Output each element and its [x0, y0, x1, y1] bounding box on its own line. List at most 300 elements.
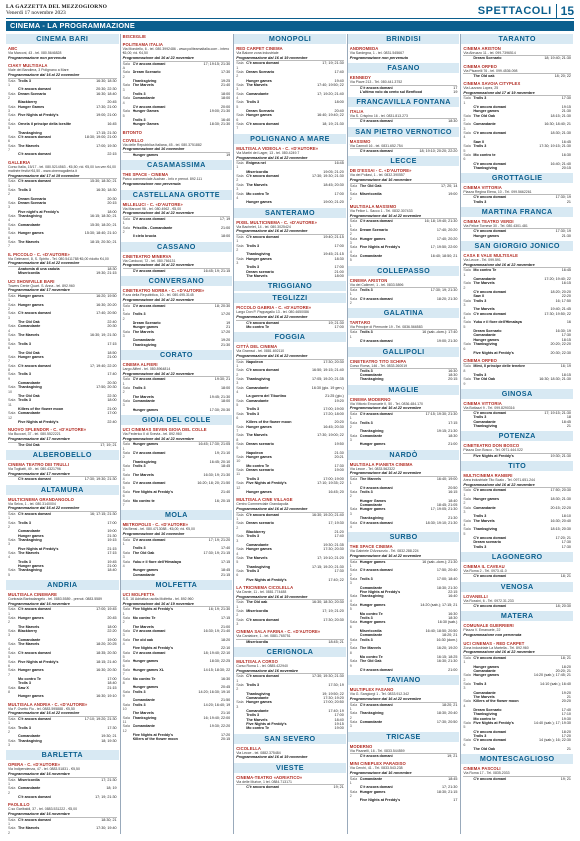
screen-label: Sala 5 [349, 254, 358, 263]
cinema-address: Via Lazzaro Lopez, 25 [463, 86, 499, 91]
showtime-row [236, 490, 344, 494]
screen-label [350, 798, 360, 802]
showtime-row [350, 720, 458, 729]
showtimes: 19:30; 21:35 [323, 542, 344, 547]
showtimes: 17:40; 19:50; 22 [317, 83, 344, 88]
programming-period: Programmazione non pervenuta [8, 55, 67, 60]
screen-label: Sala 6 [236, 113, 244, 122]
programming-period: Programmazione dal 16 novembre [8, 772, 70, 777]
cinema-listing [236, 659, 344, 731]
cinema-listing [8, 592, 117, 699]
screen-label [8, 443, 18, 447]
city-header: ALBEROBELLO [6, 450, 119, 460]
screen-label: Sala 3 [236, 256, 244, 265]
showtimes: 21:30 [334, 450, 344, 455]
city-header: SAN PIETRO VERNOTICO [348, 127, 460, 137]
showtimes: 18; 19:40; 22:10 [203, 650, 231, 655]
cinema-name: UCI SHOWVILLE BARI [8, 278, 55, 284]
showtime-row [350, 288, 458, 297]
film-title: Comandante [473, 277, 496, 281]
showtimes: 21:15 [107, 685, 117, 690]
cinema-address: Via Cantatore, 1 - tel. 0881.765751 [236, 634, 291, 639]
showtimes: 18:30; 21:30 [550, 131, 571, 136]
cinema-listing [463, 46, 571, 61]
showtimes: 14:20 (sab.); 17:15; 21 [420, 602, 458, 607]
cinema-name: MULTICINEMA GRANDANGOLO [8, 496, 75, 502]
screen-label: Sala 7 [236, 424, 244, 434]
screen-label: Sala 6 [463, 342, 471, 351]
showtime-row [8, 105, 117, 114]
showtime-row [123, 481, 231, 490]
showtimes: 14:40 (sab.); 17; 19:30 [533, 720, 571, 725]
showtimes: 18; 19:40; 21:30 [544, 56, 571, 61]
showtimes: 21:40 [220, 490, 231, 495]
showtime-row [236, 578, 344, 582]
showtime-row [8, 294, 117, 303]
programming-period: Programmazione dal 16 novembre [349, 771, 412, 776]
showtimes: 18:00 [220, 234, 231, 239]
film-title: C'è ancora domani [132, 628, 166, 633]
film-title: Comandante [473, 122, 496, 127]
cinema-name: MILLELUCI - C. «D'AUTORE» [122, 201, 183, 207]
cinema-name: OPERA - C. «D'AUTORE» [8, 762, 61, 768]
film-title: Five Nights at Freddy's [473, 453, 514, 458]
film-title: C'è ancora domani [18, 135, 51, 140]
screen-label: Sala 5 [236, 100, 244, 109]
screen-label: Sala 5 [349, 602, 358, 612]
showtimes: 14:20; 16:30; 19:10 [198, 689, 231, 694]
programming-period: Programmazione dal 17 novembre [8, 471, 70, 476]
film-title: Trolls 3 [246, 100, 260, 105]
screen-label: Sala 3 [349, 433, 358, 443]
screen-label: Sala 1 [349, 776, 358, 785]
film-title: Misericordia [246, 608, 268, 613]
film-title: Trolls 3 [18, 520, 31, 525]
cinema-listing [350, 397, 458, 447]
cinema-address: Piazza Don Bosco - Tel. 0971.444.022 [463, 448, 523, 453]
film-title: Thanksgiving [246, 376, 270, 381]
cinema-listing [236, 46, 344, 131]
film-title: Hunger games [473, 233, 500, 238]
city-header: CONVERSANO [121, 276, 233, 286]
screen-label: Sala 1 [463, 96, 471, 105]
showtimes: 16:20; 18; 20; 21:50 [197, 481, 231, 486]
showtimes: 19:45; 21:15 [323, 252, 344, 257]
showtimes: 17:30; 21:00 [96, 104, 117, 109]
film-title: Trolls 3 [359, 330, 373, 335]
showtimes: 17:30; 19; 21:15 [203, 550, 231, 555]
showtime-row [463, 673, 571, 682]
film-title: Thanksgiving [18, 130, 42, 135]
showtimes-list [350, 753, 458, 758]
showtime-row [350, 659, 458, 668]
showtime-row [123, 737, 231, 741]
cinema-address: Largo Don P. Pappagallo 13 - tel. 080.4650086 [236, 310, 309, 315]
showtimes-list [463, 194, 571, 204]
cinema-name: MASSIMO [349, 138, 371, 144]
showtimes: 16:30 (dom.) [436, 637, 458, 642]
showtime-row [350, 412, 458, 421]
screen-label: Sala 1 [236, 359, 244, 368]
film-title: C'è ancora domani [359, 785, 393, 790]
showtimes: 17:10 [561, 712, 571, 717]
film-title: Comandante [132, 572, 155, 577]
screen-label: Sala 3 [236, 376, 244, 386]
screen-label: Sala 4 [463, 699, 471, 708]
cinema-listing [463, 219, 571, 238]
film-title: C'è ancora domani [18, 716, 51, 721]
screen-label: Sala 4 [8, 113, 16, 122]
screen-label: Sala 1 [8, 294, 16, 303]
cinema-name: POLITEAMA ITALIA [122, 42, 164, 47]
film-title: Trolls 3 [473, 415, 487, 420]
showtimes: 17:30; 20:50 [436, 720, 458, 725]
film-title: C'è ancora domani [18, 179, 51, 184]
showtimes-list [236, 639, 344, 644]
screen-label: Sala 10 [236, 455, 244, 464]
showtimes-list [350, 287, 458, 305]
showtimes: 17:30; 19:20 [323, 695, 344, 700]
showtime-row [123, 399, 231, 408]
film-title: C'è ancora domani [132, 537, 166, 542]
cinema-address: Corso Italia, 15/17 - tel. 080.5214563 - €6,50; rid. €5,00 lun.ven €4,00 matinée festivi €4,50 - www.cinemagalleria.it [8, 164, 116, 173]
film-title: Hunger games [359, 602, 386, 607]
film-title: Hunger games [246, 113, 272, 118]
showtime-row [8, 144, 117, 153]
showtimes: 17:40 [220, 546, 231, 551]
showtime-row [350, 184, 458, 193]
city-header: FASANO [348, 63, 460, 73]
showtime-row [8, 668, 117, 677]
showtimes: 19:00 [107, 637, 117, 642]
screen-label [350, 149, 360, 153]
programming-period: Programmazione dal 16 al 22 novembre [349, 553, 422, 558]
showtime-row [236, 481, 344, 490]
film-title: Hunger games [359, 507, 386, 512]
showtimes: 21:50 [220, 698, 231, 703]
cinema-listing [236, 775, 344, 790]
film-title: C'è ancora domani [132, 216, 166, 221]
showtimes: 17:00 [334, 191, 344, 196]
showtimes-list [463, 73, 571, 78]
cinema-name: PAOLILLO [8, 802, 30, 808]
city-header: GIOIA DEL COLLE [121, 415, 233, 425]
film-title: C'è ancora domani [473, 131, 507, 136]
screen-label [236, 200, 246, 204]
film-title: Napoleon [246, 359, 263, 364]
film-title: Comandante [132, 399, 155, 403]
cinema-listing [236, 220, 344, 279]
showtimes-list [236, 234, 344, 278]
film-title: Trolls 3 [473, 681, 487, 686]
film-title: C'è ancora domani [246, 61, 280, 66]
showtimes: 18:45 [448, 776, 458, 781]
showtime-row [236, 569, 344, 578]
showtime-row [8, 717, 117, 726]
screen-label [8, 477, 18, 481]
screen-label: Sala 3 [122, 628, 130, 638]
film-title: Hunger games [18, 354, 44, 359]
showtimes: 20:30 [107, 324, 117, 329]
cinema-listing [463, 81, 571, 170]
showtime-row [350, 297, 458, 306]
showtimes-list [463, 363, 571, 386]
programming-period: Programmazione dal 16 novembre [349, 177, 412, 182]
film-title: C'è ancora domani [18, 817, 51, 822]
city-header: ALTAMURA [6, 485, 119, 495]
showtimes: 20:45 [220, 685, 231, 690]
film-title: Thanksgiving [18, 385, 42, 390]
showtimes: 21 [566, 747, 571, 752]
cinema-address: Via Felice Tornese 30 - Tel. 080.4301.481 [463, 224, 528, 229]
screen-label [123, 408, 133, 412]
screen-label: Sala 1 [463, 268, 471, 277]
city-header: ANDRIA [6, 580, 119, 590]
cinema-listing [463, 564, 571, 579]
film-title: Comandante [359, 254, 383, 258]
showtimes: 21:00 [220, 225, 231, 230]
film-title: Trolls 3 [359, 490, 373, 495]
screen-label: Sala 2 [463, 673, 471, 682]
film-title: Dream Scenario [132, 70, 161, 75]
screen-label: Sala 8 [349, 646, 358, 655]
screen-label: Sala 3 [122, 464, 130, 473]
film-title: C'è ancora domani [132, 377, 166, 382]
showtime-row [236, 200, 344, 204]
film-title: Trolls 3 [246, 713, 260, 718]
showtime-row [8, 551, 117, 560]
cinema-name: CINEMA VITTORIA [463, 185, 502, 191]
cinema-name: UCI CINEMAS SEVEN GIOIA DEL COLLE [122, 427, 207, 433]
screen-label: Sala 7 [122, 667, 130, 677]
screen-label: Sala 8 [463, 364, 471, 373]
showtimes: 16:30; 19:20; 21:40 [311, 512, 344, 517]
film-title: Trolls 3 [18, 559, 31, 564]
film-title: Trolls 3 [473, 298, 487, 303]
showtimes: 17:40; 20:20 [436, 236, 458, 241]
film-title: Five Nights at Freddy's [359, 589, 401, 594]
cinema-address: Via Abruzzo 11 - tel. 099.7396514 [463, 51, 516, 55]
showtime-row [123, 490, 231, 499]
showtime-row [350, 703, 458, 712]
cinema-name: CINEMA SAVOIA CITYPLEX [463, 81, 521, 87]
screen-label: Sala 12 [236, 481, 244, 490]
showtime-row [8, 818, 117, 827]
showtimes: 14 (sab.); 16; 22:30 [539, 738, 571, 743]
showtime-row [123, 716, 231, 725]
screen-label: Sala 7 [122, 498, 130, 508]
film-title: Five Nights at Freddy's [132, 733, 174, 738]
screen-label [463, 200, 473, 204]
showtimes: 19:00; 21:30 [436, 339, 458, 344]
showtimes: 17:40 [107, 372, 117, 377]
showtimes: 17:30 [561, 96, 571, 101]
city-header: TRICASE [348, 732, 460, 742]
showtimes: 17:30 [334, 463, 344, 468]
showtimes: 17:15 [107, 551, 117, 556]
film-title: Comandante [132, 724, 155, 729]
showtime-row [236, 556, 344, 565]
showtimes: 16:30; 19; 21:40 [203, 628, 231, 633]
showtime-row [350, 421, 458, 430]
showtime-row [236, 785, 344, 789]
film-title: Misericordia [359, 629, 382, 633]
screen-label: Sala 12 [8, 411, 16, 420]
showtimes: 16:30; 20:40 [550, 518, 571, 523]
showtimes: 20:20; 22:20 [550, 342, 571, 347]
film-title: The Marvels [18, 624, 40, 629]
showtimes: 17:30; 19; 21:30 [430, 287, 458, 292]
showtime-row [236, 412, 344, 421]
screen-label: Sala 6 [236, 568, 244, 578]
showtimes: 16:40 [448, 594, 458, 599]
screen-label: Sala 4 [122, 472, 130, 482]
showtimes-list [123, 441, 231, 507]
city-header: MATERA [461, 611, 573, 621]
film-title: The Old Oak [473, 113, 496, 118]
showtimes-list [463, 453, 571, 458]
showtimes: 20:15 [220, 737, 231, 742]
showtimes: 17:30 [561, 544, 571, 549]
cinema-address: Via Gramsci - tel. 0881.692110 [236, 349, 285, 354]
cinema-name: GALLERIA [8, 159, 31, 165]
cinema-name: MINI CINEPLEX PARADISO [349, 761, 406, 767]
cinema-name: CASA E VALE MULTISALE [463, 253, 518, 259]
film-title: Anatomia di una caduta [18, 267, 60, 272]
cinema-name: CINEMA IL CAVEAU [463, 564, 505, 570]
film-title: Comandante [132, 96, 155, 101]
cinema-listing [463, 401, 571, 429]
showtime-row [8, 795, 117, 799]
city-header: TARANTO [461, 34, 573, 44]
film-title: Comandante [246, 91, 269, 96]
showtime-row [123, 464, 231, 473]
showtimes: 18:00 [220, 385, 231, 390]
film-title: Hunger Games [132, 109, 159, 114]
screen-label [236, 578, 246, 582]
film-title: Hunger games [18, 231, 44, 236]
screen-label: Sala 3 [236, 534, 244, 543]
showtime-row [8, 651, 117, 660]
film-title: C'è ancora domani [246, 617, 280, 622]
cinema-name: CINETEATRO DON BOSCO [463, 443, 520, 449]
cinema-listing [123, 34, 231, 39]
showtimes: 17:30 [220, 70, 231, 75]
film-title: C'è ancora domani [359, 219, 393, 224]
showtimes: 18:45 [220, 568, 231, 573]
newspaper-name: LA GAZZETTA DEL MEZZOGIORNO [6, 4, 108, 10]
listing-column [347, 34, 460, 834]
showtime-row [236, 257, 344, 266]
showtimes-list [123, 268, 231, 273]
showtimes: 20:45 [107, 616, 117, 621]
cinema-address: Via Buccari, 37 - tel. 080.5522221 [8, 432, 61, 437]
screen-label: Sala 3 [236, 182, 244, 192]
showtimes: 21 [566, 424, 571, 429]
screen-label: Sala 2 [8, 786, 16, 795]
showtimes-list [350, 85, 458, 95]
film-title: Trolls 3 [132, 702, 146, 707]
film-title: Killers of the flower moon [473, 699, 519, 704]
screen-label: Sala 1 [349, 219, 358, 228]
showtimes: 17 [453, 85, 458, 90]
cinema-name: TARTARO [349, 320, 371, 326]
showtimes: 16:30; 19; 21:30 [89, 333, 117, 338]
film-title: The Marvels [473, 281, 495, 286]
showtimes: 17:50; 20:30 [96, 385, 117, 390]
showtime-row [123, 96, 231, 105]
showtimes: 15:30; 18:40; 21:10 [84, 231, 117, 236]
screen-label: Sala 6 [463, 738, 471, 747]
film-title: Hunger games [18, 616, 44, 621]
film-title: Trolls 3 [359, 287, 373, 292]
film-title: C'è ancora domani [18, 311, 51, 316]
film-title: Trolls 3 [246, 265, 260, 270]
screen-label [123, 343, 133, 347]
screen-label: Sala 2 [236, 174, 244, 183]
screen-label: Sala 5 [463, 527, 471, 536]
film-title: C'è ancora domani [473, 776, 507, 781]
film-title: Blackberry [18, 100, 38, 105]
showtimes: 16:30; 18:30 [96, 78, 117, 83]
screen-label: Sala 1 [236, 61, 244, 70]
screen-label: Sala A [122, 61, 130, 70]
showtime-row [236, 70, 344, 79]
showtime-row [463, 122, 571, 131]
cinema-listing [350, 687, 458, 728]
film-title: C'è ancora domani [473, 655, 507, 660]
showtimes: 18:15; 20:30 [550, 527, 571, 532]
film-title: The Old Oak [473, 747, 496, 752]
cinema-address: Via delle Murice, 1 tel. 0884.713171 [236, 779, 292, 784]
showtime-row [236, 325, 344, 329]
film-title: The Marvels [473, 307, 495, 312]
cinema-address: Contrada Barbadangelo - tel. 0883.5589 - prenot. 0883.5589 [8, 597, 102, 602]
film-title: Hunger games [473, 664, 500, 669]
film-title: C'è ancora domani [18, 152, 51, 157]
showtimes: 19; 21 [447, 754, 458, 758]
screen-label: Sala 2 [236, 368, 244, 377]
showtime-row [463, 506, 571, 515]
showtimes: 16:15; 18:25 [436, 655, 458, 660]
cinema-name: MULTISALA MASSIMO [349, 203, 397, 209]
screen-label: Sala 5 [122, 109, 130, 118]
film-title: C'è ancora domani [246, 785, 280, 790]
showtime-row [463, 364, 571, 373]
cinema-name: ABC [8, 46, 18, 51]
showtime-row [350, 219, 458, 228]
city-header: NARDÒ [348, 450, 460, 460]
programming-period: Programmazione dal 16 al 22 novembre [349, 213, 422, 218]
showtimes: 22:15 [448, 589, 458, 594]
showtimes: 18:00 [107, 398, 117, 403]
showtime-row [350, 245, 458, 254]
cinema-name: IL PICCOLO - C. «D'AUTORE» [8, 251, 70, 257]
cinema-listing [350, 139, 458, 154]
showtime-row [463, 153, 571, 162]
cinema-name: DB D'ESSAI - C. «D'AUTORE» [349, 168, 412, 174]
screen-label: Sala 5 [122, 650, 130, 659]
section-banner: CINEMA - LA PROGRAMMAZIONE [6, 21, 574, 31]
film-title: Dream scenario [246, 442, 274, 447]
showtimes: 16:45; 20:10 [209, 459, 231, 464]
film-title: Comandante [246, 385, 269, 390]
film-title: The Old Oak [132, 550, 155, 555]
showtime-row [236, 513, 344, 522]
city-header: CASSANO [121, 242, 233, 252]
film-title: Dream Scenario [132, 320, 161, 325]
showtime-row [8, 135, 117, 144]
